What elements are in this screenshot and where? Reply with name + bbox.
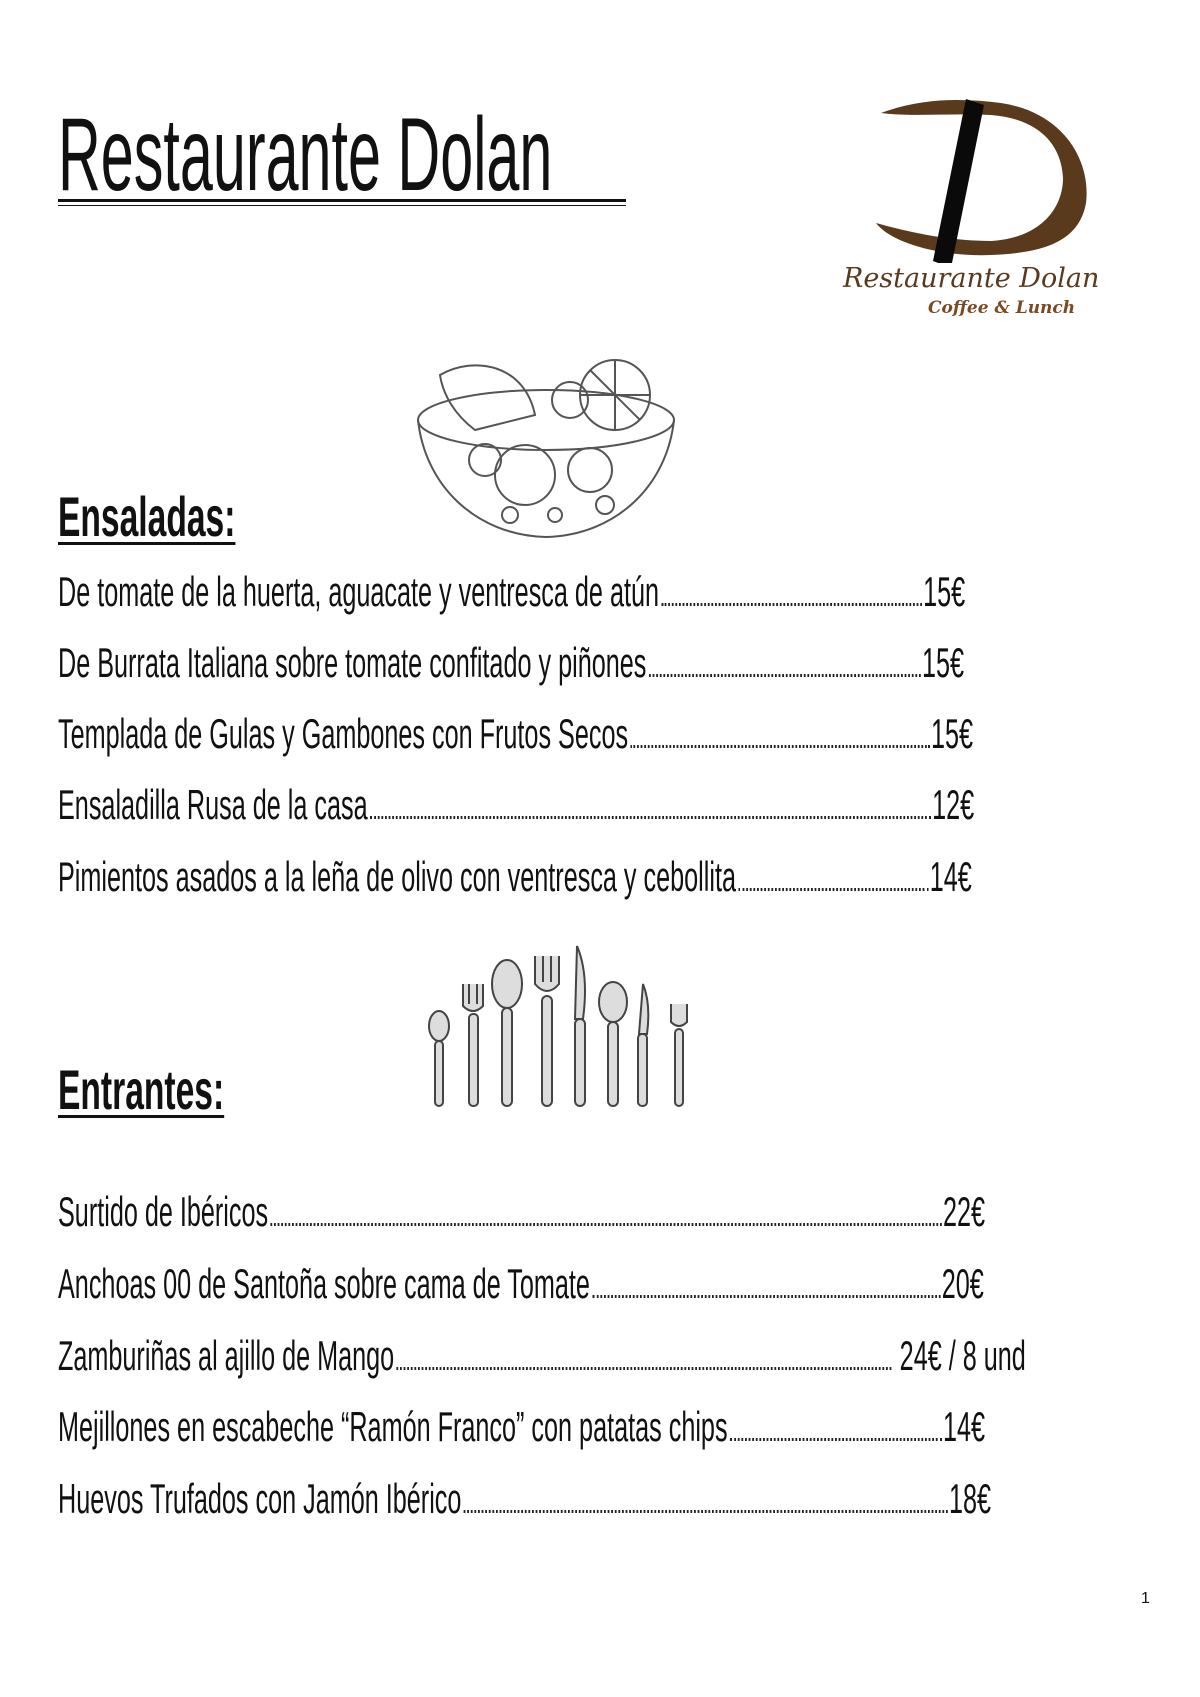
menu-item: [58, 1403, 985, 1451]
menu-item: [58, 1332, 1026, 1380]
page-number: 1: [1141, 1590, 1150, 1607]
dot-leader: [464, 1510, 948, 1513]
menu-item: [58, 781, 974, 829]
item-price: 15€: [921, 639, 965, 686]
dot-leader: [271, 1223, 942, 1226]
item-name: Pimientos asados a la leña de olivo con ventresca y cebollita: [58, 853, 736, 900]
dot-leader: [649, 674, 921, 677]
salad-bowl-icon: [415, 355, 677, 540]
item-price: 14€: [929, 853, 972, 900]
item-name: De Burrata Italiana sobre tomate confitado y piñones: [58, 639, 647, 686]
item-price: 15€: [930, 710, 974, 757]
item-name: Mejillones en escabeche “Ramón Franco” con patatas chips: [58, 1403, 728, 1450]
menu-item: [58, 1260, 984, 1308]
item-price: 12€: [932, 781, 975, 828]
menu-item: [58, 1188, 985, 1236]
logo-name: Restaurante Dolan: [843, 263, 1100, 294]
cutlery-icon: [425, 944, 695, 1109]
dot-leader: [370, 816, 931, 819]
item-name: Huevos Trufados con Jamón Ibérico: [58, 1475, 462, 1522]
logo-d-icon: [851, 93, 1151, 263]
dot-leader: [592, 1295, 940, 1298]
item-name: Templada de Gulas y Gambones con Frutos Secos: [58, 710, 629, 757]
dot-leader: [630, 745, 929, 748]
item-name: De tomate de la huerta, aguacate y ventresca de atún: [58, 568, 659, 615]
menu-item: [58, 853, 972, 901]
item-price: 14€: [942, 1403, 986, 1450]
dot-leader: [738, 888, 928, 891]
item-price: 18€: [948, 1475, 992, 1522]
menu-item: [58, 639, 964, 687]
page-title: Restaurante Dolan: [58, 97, 553, 213]
section-heading-entrantes: Entrantes:: [58, 1058, 225, 1121]
dot-leader: [397, 1367, 892, 1370]
title-underline: [58, 199, 626, 202]
item-name: Zamburiñas al ajillo de Mango: [58, 1332, 395, 1379]
item-price: 15€: [923, 568, 966, 615]
item-name: Anchoas 00 de Santoña sobre cama de Tomate: [58, 1260, 590, 1307]
item-price: 22€: [942, 1188, 986, 1235]
item-price: 20€: [941, 1260, 984, 1307]
dot-leader: [730, 1438, 942, 1441]
menu-item: [58, 710, 973, 758]
item-name: Surtido de Ibéricos: [58, 1188, 269, 1235]
title-underline: [58, 205, 626, 206]
item-price: 24€ / 8 und: [892, 1332, 1026, 1379]
logo: [843, 93, 1151, 328]
section-heading-ensaladas: Ensaladas:: [58, 485, 236, 548]
logo-tagline: Coffee & Lunch: [928, 298, 1076, 318]
menu-item: [58, 1475, 991, 1523]
menu-item: [58, 568, 965, 616]
dot-leader: [661, 603, 922, 606]
item-name: Ensaladilla Rusa de la casa: [58, 781, 368, 828]
